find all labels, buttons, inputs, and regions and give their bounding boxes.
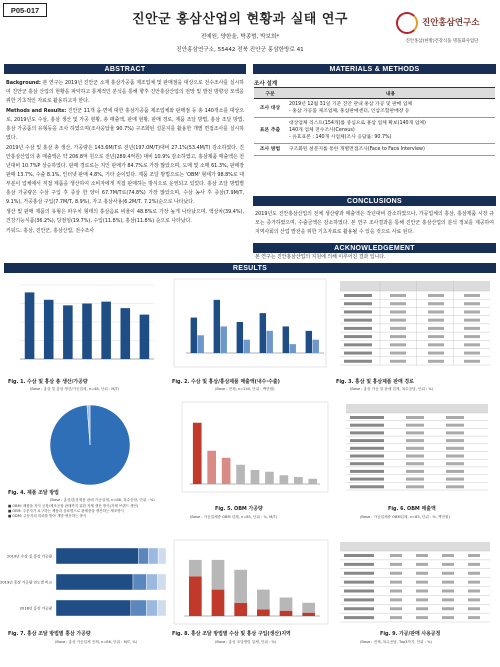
cell-text (416, 572, 428, 575)
cell-text (428, 319, 444, 322)
bar-segment (212, 560, 225, 590)
cell-text (390, 616, 402, 619)
cell-text (344, 327, 372, 330)
fig8-caption: Fig. 8. 홍삼 조달 방법별 수삼 및 홍삼 구입(생산)지역 (172, 631, 291, 637)
bar (44, 300, 54, 359)
cell-text (344, 590, 374, 593)
cell-text (350, 416, 384, 419)
abstract-paragraph (6, 227, 244, 236)
fig7-chart (0, 538, 170, 626)
cell-text (390, 607, 402, 610)
cell-text (350, 431, 384, 434)
cell-text (350, 455, 384, 458)
cell-text (390, 343, 406, 346)
cell-text (446, 455, 464, 458)
bar-segment (189, 560, 202, 577)
cell-text (390, 335, 406, 338)
cell-text (464, 360, 480, 363)
bar (193, 423, 202, 484)
cell-text (390, 327, 406, 330)
fig1-base: (Base : 홍삼 및 홍삼 생산/가공업체, n=48, 단위 : M/T) (30, 387, 120, 391)
row-label: 표본 추출 (254, 118, 286, 144)
bar (63, 305, 73, 359)
cell-text (442, 554, 454, 557)
cell-text (468, 616, 480, 619)
bar (82, 304, 92, 360)
cell-text (428, 310, 444, 313)
abstract-text: 본 연구는 2019년 진안군 소재 홍삼가공품 제조업체 및 판매점을 대상으로 전수조사를 실시하여 진안군 홍삼 산업의 현황을 파악하고 통계적인 분석을 통해 향후 진안홍삼산업의 전망 및 발전 방향성 모색을 위한 기초적인 자료로 활용하고자 한다. (6, 80, 244, 105)
cell-text (446, 478, 464, 481)
cell-text (344, 563, 374, 566)
bar (265, 472, 274, 484)
abstract-paragraph (6, 79, 244, 106)
bar-segment (138, 548, 148, 564)
cell-text (464, 302, 480, 305)
cell-text (428, 352, 444, 355)
cell-text (390, 572, 402, 575)
fig4-legend-item: ■ OBM: 제품을 자사 공장/제조공장 판매까지 위한 자체 생산 방식(자체 브랜드 생산) (8, 504, 139, 508)
row-content (286, 144, 495, 156)
fig9-table (336, 538, 494, 626)
bar (191, 318, 197, 353)
abstract-text: 생산 및 판매 제품의 유형은 파우치 형태의 홍삼음료 비율이 48.8%로 가장 높게 나타났으며, 액상차(39.4%), 건강기능식품(36.2%), 당절임(19.7%), 수입(11.8%), 홍삼(11.8%) 순으로 나타났다. (6, 208, 244, 224)
bar-segment (56, 600, 131, 616)
cell-text (468, 590, 480, 593)
bar-segment (56, 574, 133, 590)
abstract-paragraph (6, 107, 244, 143)
cell-text (464, 343, 480, 346)
bar (313, 340, 319, 353)
fig4-caption: Fig. 4. 제품 조달 방법 (8, 490, 59, 496)
bar (260, 313, 266, 353)
cell-text (344, 360, 372, 363)
table-header (346, 404, 488, 413)
results-header: RESULTS (4, 263, 496, 273)
abstract-lead: Methods and Results: (6, 107, 67, 114)
cell-text (390, 310, 406, 313)
table-header-category: 구분 (254, 88, 286, 99)
bar (221, 326, 227, 353)
cell-text (350, 447, 384, 450)
cell-text (406, 470, 424, 473)
cell-text (442, 598, 454, 601)
cell-text (350, 485, 384, 488)
cell-text (390, 598, 402, 601)
cell-text (468, 572, 480, 575)
cell-text (442, 572, 454, 575)
fig4-chart (30, 400, 150, 490)
cell-text (416, 598, 428, 601)
row-content (286, 99, 495, 118)
fig8-base: (Base : 홍삼 조달방법 업체, 단위 : %) (215, 640, 277, 644)
bar-segment (148, 548, 158, 564)
bar (283, 326, 289, 353)
bar-segment (189, 576, 202, 616)
cell-text (446, 462, 464, 465)
table-header-content: 내용 (286, 88, 495, 99)
fig1-chart (8, 277, 158, 369)
fig6-caption: Fig. 6. OBM 매출액 (388, 506, 436, 512)
conclusions-text: 2019년도 진안홍삼산업의 전체 생산량과 매출액은 작년대비 감소하였으나, 가공업체의 홍삼, 홍삼제품 시장 규모는 증가하였으며, 수출금액은 감소하였다. 본 연구 조사결과를 통해 진안군 홍삼산업의 분석 정보를 제공하여 지역사회의 산업 발전을 위한 기초자료로 활용될 수 있을 것으로 사료 된다. (255, 211, 494, 236)
acknowledgement-text: 본 연구는 진안홍삼산업의 지원에 의해 이루어진 결과 입니다. (255, 254, 386, 260)
cell-text (350, 439, 384, 442)
fig3-table (336, 277, 494, 369)
cell-text (406, 462, 424, 465)
cell-text (406, 455, 424, 458)
bar (101, 302, 111, 359)
cell-text (390, 360, 406, 363)
bar (237, 322, 243, 353)
cell-text (468, 598, 480, 601)
poster-title: 진안군 홍삼산업의 현황과 실태 연구 (132, 12, 348, 27)
cell-text (390, 590, 402, 593)
cell-text (468, 563, 480, 566)
institute-logo (388, 6, 496, 50)
cell-text (390, 554, 402, 557)
cell-text (390, 581, 402, 584)
cell-text (446, 447, 464, 450)
bar (308, 479, 317, 484)
cell-text (442, 616, 454, 619)
cell-text (442, 581, 454, 584)
cell-text (446, 470, 464, 473)
bar (140, 315, 150, 359)
bar-segment (280, 598, 293, 611)
table-row (254, 99, 495, 118)
cell-text (344, 554, 374, 557)
abstract-paragraph (6, 208, 244, 226)
cell-text (344, 581, 374, 584)
row-label: 조사 대상 (254, 99, 286, 118)
cell-text (442, 607, 454, 610)
fig8-chart (172, 538, 330, 626)
cell-text (344, 352, 372, 355)
bar (207, 451, 216, 484)
cell-text (406, 416, 424, 419)
cell-text (464, 310, 480, 313)
cell-text (406, 478, 424, 481)
category-label: 2019년 수삼 및 홍삼 가공량 (7, 554, 52, 559)
cell-text (428, 343, 444, 346)
authors: 전예원, 양한울, 박종범, 박보희* (200, 34, 280, 40)
bar-segment (131, 600, 146, 616)
logo-sub: 진안홍삼(한방)건강식품 명품화사업단 (405, 39, 479, 44)
fig6-table (342, 400, 492, 495)
abstract-header: ABSTRACT (4, 64, 246, 74)
cell-text (464, 352, 480, 355)
table-row (254, 118, 495, 144)
abstract-text: 진안군 11개 읍·면에 대한 홍삼가공품 제조업체와 판매점 등 총 140개소를 대상으로, 2019년도 수삼, 홍삼 생산 및 가공 현황, 총 매출액, 판매 현황, 판매 경로, 제품 조달 방법, 홍삼 조달 방법, 홍삼 가공품의 유형등을 조사 하였으며(조사응답율 90.7%) 구조화된 설문지를 활용한 개별 면접조사를 실시하였다. (6, 107, 244, 142)
bar-segment (157, 574, 166, 590)
bar-segment (257, 609, 270, 616)
cell-text (428, 360, 444, 363)
bar (121, 308, 131, 359)
cell-text (350, 470, 384, 473)
cell-text (344, 343, 372, 346)
fig5-chart (180, 400, 330, 495)
table-header (340, 542, 490, 551)
fig2-caption: Fig. 2. 수삼 및 홍삼/홍삼제품 매출액(내수·수출) (172, 379, 280, 385)
cell-text (350, 478, 384, 481)
row-label: 조사 방법 (254, 144, 286, 156)
fig3-caption: Fig. 3. 홍삼 및 홍삼제품 판매 경로 (336, 379, 414, 385)
bar (25, 292, 35, 359)
bar-segment (146, 574, 157, 590)
cell-text (468, 581, 480, 584)
cell-text (446, 439, 464, 442)
cell-text (416, 590, 428, 593)
materials-header: MATERIALS & METHODS (253, 64, 496, 74)
cell-text (446, 485, 464, 488)
bar-segment (133, 574, 146, 590)
cell-text (446, 431, 464, 434)
bar-segment (234, 570, 247, 603)
bar (244, 340, 250, 353)
row-line: - 홍삼 가공품 제조업체, 홍삼판매센터, 인삼조합판매장 등 (289, 109, 410, 114)
bar-segment (158, 548, 166, 564)
cell-text (344, 335, 372, 338)
cell-text (428, 335, 444, 338)
bar (294, 477, 303, 484)
abstract-paragraph (6, 144, 244, 208)
logo-name: 진안홍삼연구소 (422, 18, 480, 28)
bar (222, 458, 231, 484)
fig1-caption: Fig. 1. 수삼 및 홍삼 총 생산/가공량 (8, 379, 88, 385)
affiliation: 진안홍삼연구소, 55442 전북 진안군 홍삼한방로 41 (176, 47, 304, 53)
fig7-caption: Fig. 7. 홍삼 조달 방법별 홍삼 가공량 (8, 631, 91, 637)
logo-mark-icon (396, 12, 418, 34)
cell-text (390, 563, 402, 566)
bar-segment (157, 600, 166, 616)
cell-text (344, 319, 372, 322)
row-line: - 유효표본 : 140개 사업체(조사 응답률: 90.7%) (289, 135, 392, 140)
fig5-base: (Base : 가공업체중 OBM 업체, n=85, 단위 : %, M/T) (190, 515, 278, 519)
cell-text (344, 302, 372, 305)
cell-text (344, 607, 374, 610)
fig4-legend (8, 504, 168, 519)
fig7-base: (Base : 홍삼 가공업체 전체, n=86, 단위 : M/T, %) (55, 640, 138, 644)
row-line: 140개 업체 전수조사(Census) (289, 128, 355, 133)
poster-id: P05-017 (3, 3, 47, 17)
bar-segment (302, 613, 315, 616)
cell-text (406, 431, 424, 434)
bar (251, 470, 260, 484)
bar (198, 335, 204, 353)
bar-segment (56, 548, 138, 564)
cell-text (416, 563, 428, 566)
table-header (340, 281, 490, 291)
cell-text (442, 563, 454, 566)
cell-text (344, 310, 372, 313)
abstract-text: 키워드: 홍삼, 진안군, 홍삼산업, 전수조사 (6, 227, 95, 234)
cell-text (416, 554, 428, 557)
cell-text (428, 294, 444, 297)
row-line: 구조화된 설문지를 통한 개별면접조사(Face to Face Interview) (289, 147, 425, 152)
cell-text (390, 294, 406, 297)
cell-text (344, 572, 374, 575)
cell-text (468, 607, 480, 610)
abstract-text: 2019년 수삼 및 홍삼 총 생산, 가공량은 143.6M/T로 전년(197.0M/T)대비 27.1%(53.4M/T) 감소하였다. 진안홍삼산업의 총 매출액은 약 206.8억 원으로 전년(289.4억원) 대비 10.9% 감소하였고, 홍삼제품 매출액은 전년대비 10.7%P 상승하였다. 판매 경로로는 지인 판매가 84.7%로 가장 많았으며, 도매 및 소매 61.3%, 판매장 판매 13.7%, 수출 8.1%, 인터넷 판매 4.8%, 기타 순이었다. 제품 조달 방법으로는 'OBM' 형태가 98.8%로 대부분이 업체에서 직접 제품을 생산하여 소비자에게 직접 판매하는 방식으로 운영되고 있었다. 홍삼 조달 방법별 홍삼 가공량은 수삼 구입 후 증삼 한 양이 67.7M/T로(74.8%) 가장 많았으며, 수삼 농사 후 증삼(7.9M/T, 9.1%), 가공홍삼 구입(7.7M/T, 8.9%), 자고 홍삼사용(6.2M/T, 7.2%)순으로 나타났다. (6, 144, 244, 206)
cell-text (464, 327, 480, 330)
bar-segment (257, 590, 270, 610)
bar (306, 331, 312, 353)
cell-text (446, 424, 464, 427)
fig6-base: (Base : 가공업체중 OBM업체, n=85, 단위 : %, 백만원) (360, 515, 450, 519)
cell-text (468, 554, 480, 557)
cell-text (464, 319, 480, 322)
category-label: 2019년 홍삼 가공량 연도별 비교 (0, 580, 52, 585)
cell-text (390, 319, 406, 322)
bar (236, 465, 245, 484)
bar-segment (280, 611, 293, 616)
cell-text (416, 581, 428, 584)
cell-text (416, 616, 428, 619)
fig2-chart (172, 277, 328, 369)
cell-text (350, 462, 384, 465)
table-row (254, 144, 495, 156)
cell-text (406, 439, 424, 442)
cell-text (464, 294, 480, 297)
cell-text (406, 485, 424, 488)
row-line: 대상업체 리스트(154개)를 중심으로 홍삼 업체 확보(140개 업체) (289, 121, 426, 126)
cell-text (442, 590, 454, 593)
bar (214, 300, 220, 353)
materials-table (254, 87, 495, 156)
abstract-lead: Background: (6, 80, 41, 86)
cell-text (350, 424, 384, 427)
row-content (286, 118, 495, 144)
materials-caption: 조사 설계 (254, 81, 278, 87)
cell-text (428, 327, 444, 330)
bar-segment (212, 590, 225, 616)
category-label: 2018년 홍삼 가공량 (19, 606, 52, 611)
fig4-legend-item: ■ ODM: 주문자의 의뢰를 받아 개발·생산하는 방식 (8, 514, 87, 518)
cell-text (406, 447, 424, 450)
fig9-caption: Fig. 9. 가공/판매 사용공정 (380, 631, 441, 637)
bar (290, 344, 296, 353)
cell-text (464, 335, 480, 338)
bar-segment (146, 600, 157, 616)
cell-text (344, 598, 374, 601)
acknowledgement-header: ACKNOWLEDGEMENT (253, 243, 496, 253)
fig3-base: (Base : 홍삼 가공 및 판매 업체, 복수응답, 단위 : %) (350, 387, 434, 391)
cell-text (390, 352, 406, 355)
cell-text (406, 424, 424, 427)
cell-text (344, 616, 374, 619)
cell-text (344, 294, 372, 297)
cell-text (428, 302, 444, 305)
bar (267, 331, 273, 353)
abstract-body (6, 79, 244, 249)
bar-segment (234, 603, 247, 616)
cell-text (446, 416, 464, 419)
bar (280, 475, 289, 484)
fig5-caption: Fig. 5. OBM 가공량 (215, 506, 263, 512)
cell-text (416, 607, 428, 610)
fig4-base: (Base : 홍삼/홍삼제품 판매 가공업체, n=86, 복수응답, 단위 : %) (50, 498, 155, 502)
cell-text (390, 302, 406, 305)
conclusions-header: CONCLUSIONS (253, 196, 496, 206)
row-line: 2019년 12월 31일 기준 진안 관내 홍삼 가공 및 판매 업체 (289, 102, 413, 107)
fig2-base: (Base : 전체, n=140, 단위 : 백만원) (215, 387, 275, 391)
fig9-base: (Base : 전체, 복수응답, Top3까지, 단위 : %) (360, 640, 432, 644)
bar-segment (302, 603, 315, 613)
fig4-legend-item: ■ OEM: 주문자가 요구하는 제품과 상표명으로 완제품을 생산하는 제조방식 (8, 509, 125, 513)
